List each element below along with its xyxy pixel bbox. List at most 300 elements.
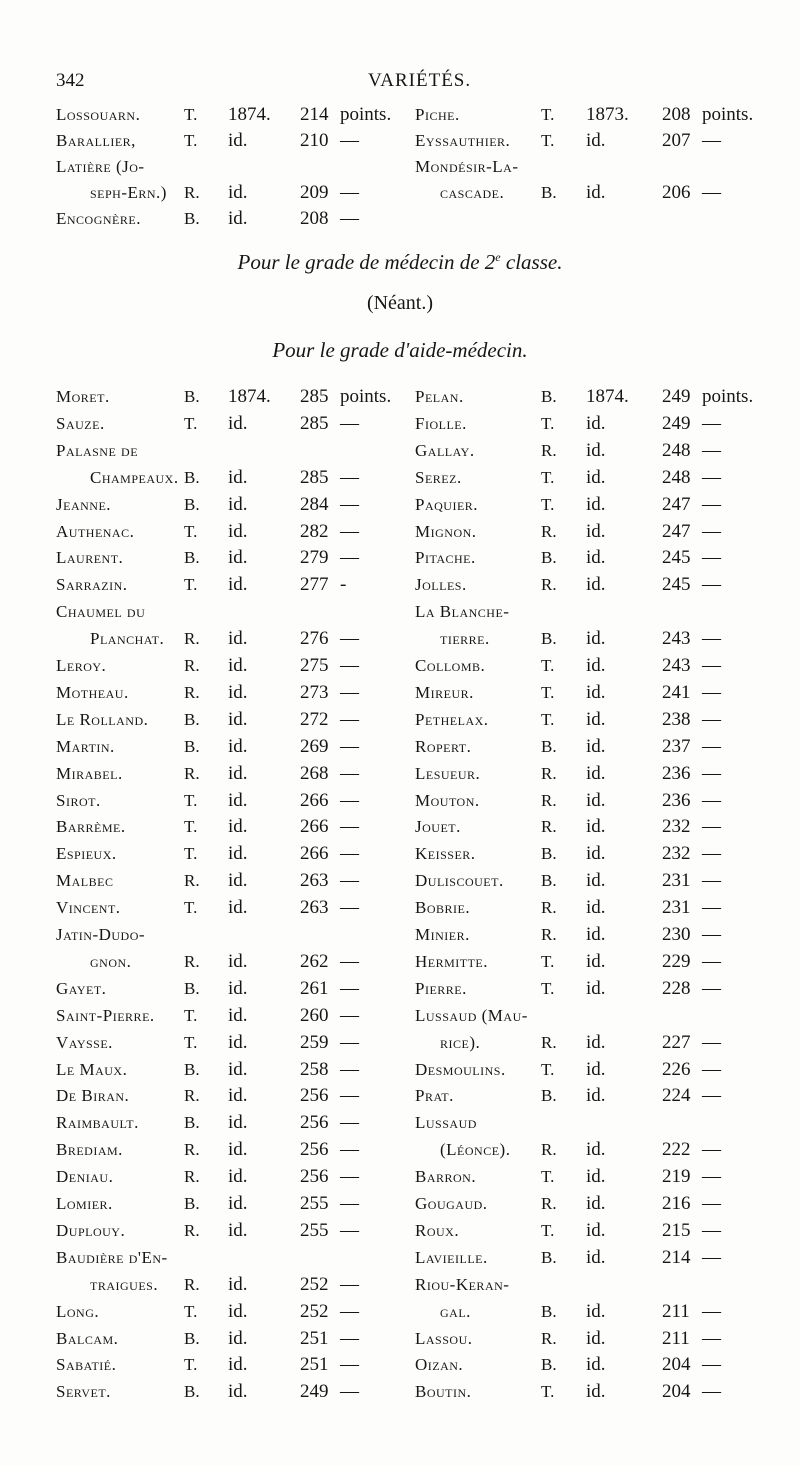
corps-code: B. xyxy=(541,1301,557,1321)
list-item xyxy=(0,678,800,708)
corps-code: R. xyxy=(184,1274,200,1294)
points-value: 256 xyxy=(300,1139,329,1161)
unit-label: — xyxy=(702,1193,721,1214)
corps-code: T. xyxy=(184,844,198,864)
name-label: Eyssauthier. xyxy=(415,131,511,150)
list-item xyxy=(0,1189,800,1219)
unit-label: — xyxy=(702,130,721,151)
points-value: 249 xyxy=(300,1381,329,1403)
corps-code: T. xyxy=(541,467,555,487)
heading-medecin-2e-classe: Pour le grade de médecin de 2e classe. xyxy=(237,250,563,274)
corps-code: T. xyxy=(184,131,198,150)
name-label: Bobrie. xyxy=(415,898,471,918)
corps-code: B. xyxy=(541,548,557,568)
year-value: id. xyxy=(586,182,606,203)
points-value: 208 xyxy=(300,208,329,229)
year-value: id. xyxy=(586,1139,606,1161)
corps-code: T. xyxy=(541,682,555,702)
points-value: 224 xyxy=(662,1085,691,1107)
year-value: id. xyxy=(586,547,606,569)
year-value: id. xyxy=(228,950,248,972)
points-value: 266 xyxy=(300,843,329,865)
year-value: id. xyxy=(586,628,606,650)
unit-label: — xyxy=(702,1058,721,1080)
points-value: 247 xyxy=(662,493,691,515)
corps-code: R. xyxy=(541,1140,557,1160)
points-value: 214 xyxy=(662,1246,691,1268)
points-value: 216 xyxy=(662,1193,691,1214)
corps-code: R. xyxy=(184,871,200,891)
unit-label: — xyxy=(702,870,721,892)
unit-label: — xyxy=(702,1031,721,1053)
points-value: 247 xyxy=(662,520,691,542)
year-value: id. xyxy=(586,412,606,434)
corps-code: T. xyxy=(541,105,555,124)
year-value: id. xyxy=(228,466,248,488)
year-value: 1874. xyxy=(228,104,271,125)
name-label: Paquier. xyxy=(415,494,479,514)
name-label: Malbec xyxy=(56,871,114,891)
unit-label: — xyxy=(702,412,721,434)
year-value: id. xyxy=(586,574,606,596)
corps-code: T. xyxy=(541,709,555,729)
name-label: Lussaud (Mau- xyxy=(415,1005,528,1025)
points-value: 284 xyxy=(300,493,329,515)
unit-label: — xyxy=(702,547,721,569)
unit-label: — xyxy=(340,1166,359,1188)
year-value: id. xyxy=(228,574,248,596)
list-item xyxy=(0,1162,800,1192)
list-item xyxy=(0,597,800,627)
year-value: id. xyxy=(586,655,606,676)
unit-label: — xyxy=(702,681,721,703)
year-value: id. xyxy=(228,1193,248,1214)
points-value: 222 xyxy=(662,1139,691,1161)
name-label: Motheau. xyxy=(56,682,129,702)
unit-label: — xyxy=(702,1166,721,1188)
name-label: Leroy. xyxy=(56,656,107,675)
year-value: id. xyxy=(586,466,606,488)
corps-code: R. xyxy=(184,682,200,702)
name-label: Deniau. xyxy=(56,1167,114,1187)
points-value: 266 xyxy=(300,816,329,838)
points-value: 228 xyxy=(662,977,691,999)
list-item xyxy=(0,1135,800,1165)
points-value: 262 xyxy=(300,950,329,972)
name-label: Le Maux. xyxy=(56,1059,128,1079)
points-value: 263 xyxy=(300,870,329,892)
name-label: Planchat. xyxy=(90,629,165,649)
name-label: Fiolle. xyxy=(415,413,467,433)
unit-label: — xyxy=(702,789,721,811)
name-label: Servet. xyxy=(56,1382,111,1402)
points-value: 245 xyxy=(662,547,691,569)
unit-label: — xyxy=(702,1139,721,1161)
year-value: id. xyxy=(228,493,248,515)
corps-code: R. xyxy=(184,763,200,783)
year-value: id. xyxy=(228,412,248,434)
corps-code: B. xyxy=(541,387,557,406)
unit-label: — xyxy=(340,1193,359,1214)
name-label: Encognère. xyxy=(56,209,141,228)
name-label: Duplouy. xyxy=(56,1220,126,1240)
list-item xyxy=(0,732,800,762)
points-value: 230 xyxy=(662,924,691,945)
name-label: Vaysse. xyxy=(56,1032,113,1052)
corps-code: B. xyxy=(541,1355,557,1375)
unit-label: points. xyxy=(702,104,754,125)
corps-code: T. xyxy=(541,951,555,971)
corps-code: R. xyxy=(184,1220,200,1240)
points-value: 204 xyxy=(662,1354,691,1376)
unit-label: — xyxy=(340,130,359,151)
unit-label: — xyxy=(340,897,359,919)
name-label: Lussaud xyxy=(415,1113,477,1133)
unit-label: - xyxy=(340,574,347,596)
points-value: 251 xyxy=(300,1354,329,1376)
name-label: seph-Ern.) xyxy=(90,183,167,202)
unit-label: — xyxy=(340,493,359,515)
corps-code: T. xyxy=(184,413,198,433)
unit-label: — xyxy=(702,628,721,650)
list-item xyxy=(0,517,800,547)
list-item xyxy=(0,705,800,735)
points-value: 237 xyxy=(662,735,691,757)
name-label: Lomier. xyxy=(56,1194,113,1213)
points-value: 210 xyxy=(300,130,329,151)
name-label: gnon. xyxy=(90,951,132,971)
list-item xyxy=(0,1216,800,1246)
points-value: 249 xyxy=(662,386,691,407)
points-value: 259 xyxy=(300,1031,329,1053)
unit-label: — xyxy=(340,412,359,434)
name-label: Jeanne. xyxy=(56,494,112,514)
unit-label: — xyxy=(702,762,721,784)
corps-code: B. xyxy=(541,736,557,756)
list-item xyxy=(0,1055,800,1085)
points-value: 248 xyxy=(662,439,691,461)
points-value: 272 xyxy=(300,708,329,730)
corps-code: B. xyxy=(184,467,200,487)
corps-code: B. xyxy=(184,736,200,756)
list-item xyxy=(0,786,800,816)
name-label: Espieux. xyxy=(56,844,117,864)
year-value: id. xyxy=(228,977,248,999)
name-label: Gougaud. xyxy=(415,1194,488,1213)
unit-label: — xyxy=(340,466,359,488)
unit-label: — xyxy=(340,950,359,972)
name-label: traigues. xyxy=(90,1274,159,1294)
list-item xyxy=(0,1108,800,1138)
points-value: 208 xyxy=(662,104,691,125)
corps-code: B. xyxy=(184,978,200,998)
unit-label: — xyxy=(340,1219,359,1241)
year-value: id. xyxy=(586,1219,606,1241)
corps-code: T. xyxy=(184,817,198,837)
points-value: 232 xyxy=(662,843,691,865)
corps-code: R. xyxy=(541,1328,557,1348)
corps-code: B. xyxy=(541,629,557,649)
points-value: 229 xyxy=(662,950,691,972)
year-value: id. xyxy=(228,182,248,203)
corps-code: T. xyxy=(541,131,555,150)
name-label: Riou-Keran- xyxy=(415,1274,510,1294)
list-item xyxy=(0,624,800,654)
year-value: id. xyxy=(586,1300,606,1322)
unit-label: — xyxy=(340,208,359,229)
year-value: id. xyxy=(586,816,606,838)
unit-label: — xyxy=(702,977,721,999)
points-value: 248 xyxy=(662,466,691,488)
year-value: id. xyxy=(228,735,248,757)
name-label: Latière (Jo- xyxy=(56,157,145,176)
corps-code: B. xyxy=(184,1382,200,1402)
name-label: Balcam. xyxy=(56,1328,119,1348)
corps-code: R. xyxy=(541,575,557,595)
corps-code: R. xyxy=(184,1140,200,1160)
name-label: Sirot. xyxy=(56,790,101,810)
corps-code: R. xyxy=(541,817,557,837)
list-item xyxy=(0,1270,800,1300)
points-value: 285 xyxy=(300,466,329,488)
points-value: 268 xyxy=(300,762,329,784)
unit-label: — xyxy=(702,1300,721,1322)
points-value: 206 xyxy=(662,182,691,203)
corps-code: R. xyxy=(541,790,557,810)
name-label: Jouet. xyxy=(415,817,461,837)
points-value: 249 xyxy=(662,412,691,434)
year-value: id. xyxy=(228,1381,248,1403)
year-value: id. xyxy=(586,870,606,892)
corps-code: B. xyxy=(541,183,557,202)
corps-code: R. xyxy=(541,521,557,541)
year-value: id. xyxy=(228,1112,248,1134)
list-item xyxy=(0,1243,800,1273)
year-value: id. xyxy=(228,130,248,151)
corps-code: T. xyxy=(541,1059,555,1079)
name-label: Lassou. xyxy=(415,1328,473,1348)
points-value: 256 xyxy=(300,1112,329,1134)
corps-code: B. xyxy=(184,1328,200,1348)
list-item xyxy=(0,382,800,412)
year-value: id. xyxy=(586,977,606,999)
list-item xyxy=(0,1377,800,1407)
corps-code: B. xyxy=(184,1059,200,1079)
unit-label: — xyxy=(340,1381,359,1403)
name-label: Pethelax. xyxy=(415,709,489,729)
name-label: Mignon. xyxy=(415,521,477,541)
name-label: Boutin. xyxy=(415,1382,472,1402)
unit-label: — xyxy=(702,655,721,676)
unit-label: — xyxy=(702,816,721,838)
name-label: Keisser. xyxy=(415,844,476,864)
name-label: cascade. xyxy=(440,183,505,202)
name-label: Martin. xyxy=(56,736,115,756)
year-value: id. xyxy=(228,1166,248,1188)
year-value: id. xyxy=(228,1354,248,1376)
points-value: 231 xyxy=(662,870,691,892)
year-value: id. xyxy=(586,735,606,757)
running-title: VARIÉTÉS. xyxy=(368,70,472,91)
points-value: 231 xyxy=(662,897,691,919)
list-item xyxy=(0,1001,800,1031)
name-label: rice). xyxy=(440,1032,481,1052)
corps-code: T. xyxy=(184,1355,198,1375)
unit-label: — xyxy=(340,1031,359,1053)
points-value: 245 xyxy=(662,574,691,596)
name-label: Mouton. xyxy=(415,790,480,810)
unit-label: — xyxy=(340,977,359,999)
name-label: Palasne de xyxy=(56,440,139,460)
year-value: id. xyxy=(228,1004,248,1026)
list-item xyxy=(0,893,800,923)
name-label: Minier. xyxy=(415,925,470,944)
corps-code: T. xyxy=(541,1220,555,1240)
points-value: 252 xyxy=(300,1300,329,1322)
year-value: id. xyxy=(228,1219,248,1241)
corps-code: T. xyxy=(541,978,555,998)
name-label: Barallier, xyxy=(56,131,136,150)
unit-label: — xyxy=(702,950,721,972)
name-label: Prat. xyxy=(415,1086,454,1106)
unit-label: — xyxy=(702,182,721,203)
name-label: Piche. xyxy=(415,105,460,124)
name-label: Mondésir-La- xyxy=(415,157,519,176)
unit-label: — xyxy=(340,708,359,730)
points-value: 255 xyxy=(300,1219,329,1241)
unit-label: points. xyxy=(340,104,392,125)
name-label: Pelan. xyxy=(415,387,464,406)
year-value: id. xyxy=(586,439,606,461)
unit-label: — xyxy=(702,735,721,757)
unit-label: — xyxy=(340,816,359,838)
year-value: id. xyxy=(228,1139,248,1161)
unit-label: — xyxy=(340,1273,359,1295)
corps-code: R. xyxy=(184,1167,200,1187)
year-value: id. xyxy=(228,628,248,650)
list-item xyxy=(0,178,800,208)
unit-label: — xyxy=(340,182,359,203)
points-value: 256 xyxy=(300,1085,329,1107)
points-value: 260 xyxy=(300,1004,329,1026)
name-label: Sarrazin. xyxy=(56,575,128,595)
unit-label: — xyxy=(702,897,721,919)
points-value: 251 xyxy=(300,1327,329,1349)
unit-label: — xyxy=(340,870,359,892)
unit-label: — xyxy=(702,843,721,865)
name-label: Sauze. xyxy=(56,413,105,433)
points-value: 256 xyxy=(300,1166,329,1188)
list-item xyxy=(0,974,800,1004)
unit-label: — xyxy=(340,1085,359,1107)
year-value: id. xyxy=(586,1031,606,1053)
corps-code: R. xyxy=(184,183,200,202)
unit-label: — xyxy=(340,547,359,569)
unit-label: — xyxy=(340,843,359,865)
year-value: id. xyxy=(586,762,606,784)
year-value: id. xyxy=(228,762,248,784)
year-value: id. xyxy=(228,520,248,542)
name-label: Saint-Pierre. xyxy=(56,1005,155,1025)
name-label: Hermitte. xyxy=(415,951,489,971)
year-value: id. xyxy=(228,681,248,703)
corps-code: B. xyxy=(184,209,200,228)
unit-label: — xyxy=(702,1327,721,1349)
year-value: id. xyxy=(228,1085,248,1107)
name-label: Desmoulins. xyxy=(415,1059,506,1079)
points-value: 285 xyxy=(300,412,329,434)
list-item xyxy=(0,1324,800,1354)
year-value: id. xyxy=(228,1300,248,1322)
name-label: Brediam. xyxy=(56,1140,123,1160)
unit-label: — xyxy=(702,1246,721,1268)
corps-code: T. xyxy=(184,521,198,541)
name-label: Ropert. xyxy=(415,736,472,756)
points-value: 232 xyxy=(662,816,691,838)
name-label: Authenac. xyxy=(56,521,135,541)
unit-label: — xyxy=(702,1219,721,1241)
neant-note: (Néant.) xyxy=(366,292,434,314)
name-label: Lossouarn. xyxy=(56,105,141,124)
unit-label: — xyxy=(702,493,721,515)
points-value: 204 xyxy=(662,1381,691,1403)
unit-label: points. xyxy=(340,386,392,407)
points-value: 261 xyxy=(300,977,329,999)
year-value: id. xyxy=(228,708,248,730)
points-value: 241 xyxy=(662,681,691,703)
corps-code: T. xyxy=(541,413,555,433)
name-label: Roux. xyxy=(415,1220,460,1240)
unit-label: — xyxy=(702,574,721,596)
corps-code: B. xyxy=(184,709,200,729)
unit-label: — xyxy=(702,1354,721,1376)
corps-code: B. xyxy=(184,1113,200,1133)
unit-label: — xyxy=(340,655,359,676)
corps-code: T. xyxy=(541,1382,555,1402)
corps-code: B. xyxy=(541,871,557,891)
year-value: id. xyxy=(586,924,606,945)
name-label: Duliscouet. xyxy=(415,871,504,891)
unit-label: — xyxy=(340,1004,359,1026)
points-value: 258 xyxy=(300,1058,329,1080)
unit-label: — xyxy=(340,1058,359,1080)
year-value: id. xyxy=(586,520,606,542)
unit-label: — xyxy=(702,1085,721,1107)
name-label: Laurent. xyxy=(56,548,124,568)
corps-code: R. xyxy=(541,763,557,783)
points-value: 211 xyxy=(662,1300,690,1322)
corps-code: R. xyxy=(541,1194,557,1213)
list-item xyxy=(0,839,800,869)
name-label: Lavieille. xyxy=(415,1247,488,1267)
list-item xyxy=(0,570,800,600)
corps-code: B. xyxy=(184,548,200,568)
year-value: id. xyxy=(586,493,606,515)
corps-code: T. xyxy=(184,105,198,124)
unit-label: — xyxy=(340,520,359,542)
points-value: 279 xyxy=(300,547,329,569)
points-value: 238 xyxy=(662,708,691,730)
unit-label: — xyxy=(702,708,721,730)
corps-code: R. xyxy=(541,1032,557,1052)
list-item xyxy=(0,490,800,520)
points-value: 277 xyxy=(300,574,329,596)
name-label: Pierre. xyxy=(415,978,467,998)
year-value: id. xyxy=(228,1058,248,1080)
list-item xyxy=(0,1028,800,1058)
name-label: gal. xyxy=(440,1301,471,1321)
list-item xyxy=(0,759,800,789)
